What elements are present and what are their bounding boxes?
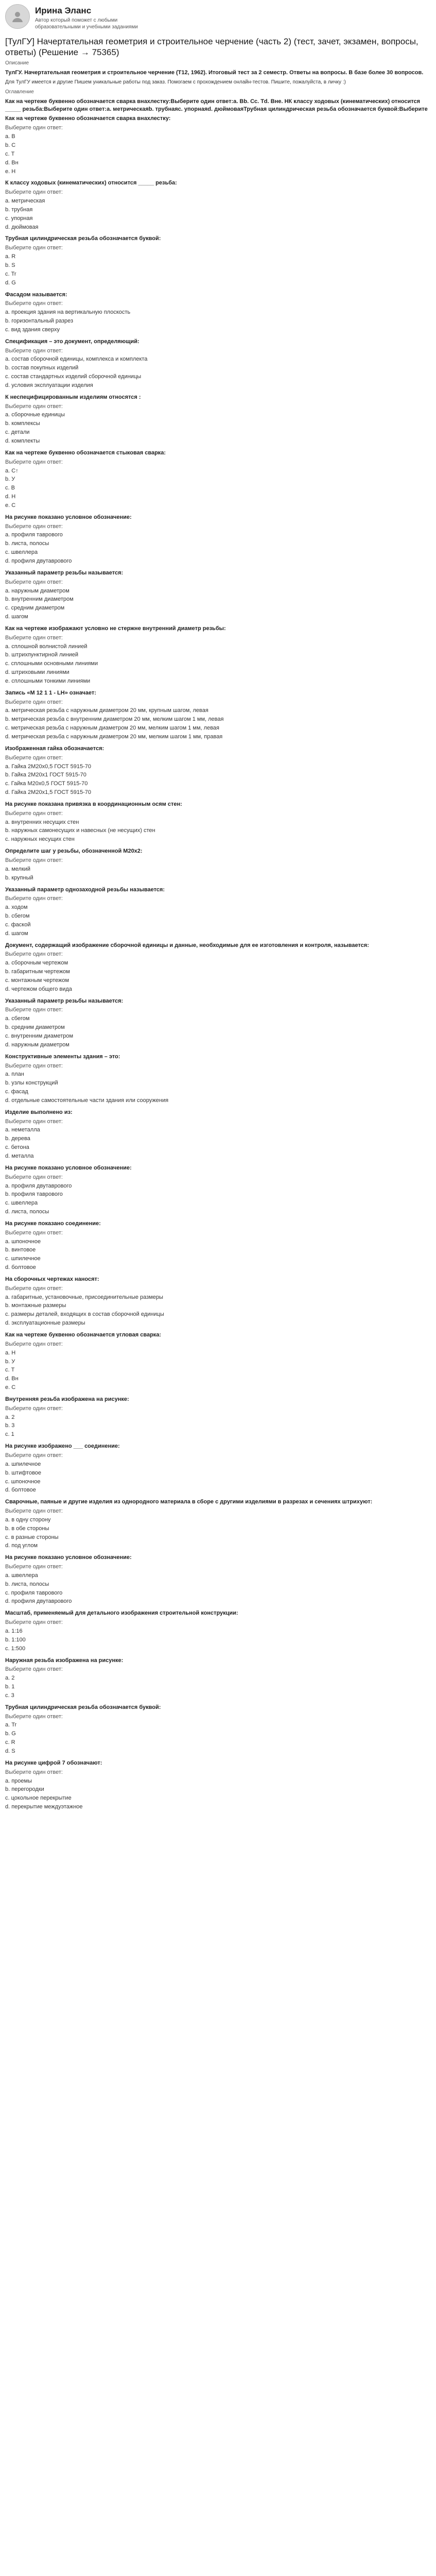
answer-option: а. Гайка 2М20х0,5 ГОСТ 5915-70 <box>5 763 92 770</box>
answer-option: с. внутренним диаметром <box>5 1033 74 1039</box>
question-text: Указанный параметр резьбы называется: <box>5 569 124 576</box>
answer-option: b. У <box>5 1358 15 1365</box>
answer-option: а. швеллера <box>5 1572 38 1579</box>
question-prompt: Выберите один ответ: <box>5 699 63 705</box>
question-block <box>5 886 431 938</box>
question-prompt: Выберите один ответ: <box>5 1174 63 1180</box>
question-prompt: Выберите один ответ: <box>5 1508 63 1515</box>
answer-option: с. упорная <box>5 215 33 222</box>
question-block <box>5 745 431 796</box>
author-header <box>5 4 431 31</box>
answer-option: а. метрическая резьба с наружным диаметром 20 мм, крупным шагом, левая <box>5 707 208 714</box>
answer-option: с. швеллера <box>5 549 38 556</box>
toc-heading: Как на чертеже буквенно обозначается сварка внахлестку:Выберите один ответ:а. Вb. Сс. Тd. Вне. НК классу ходовых (кинематических) относится _____ резьба:Выберите один ответ:а. метрическаяb. трубнаяс. упорнаяd. дюймоваяТрубная цилиндрическая резьба обозначается буквой:Выберите <box>5 98 428 112</box>
question-text: Трубная цилиндрическая резьба обозначается буквой: <box>5 1704 161 1710</box>
question-text: Как на чертеже изображают условно не стержне внутренний диаметр резьбы: <box>5 625 226 632</box>
answer-option: b. 3 <box>5 1422 15 1429</box>
question-prompt: Выберите один ответ: <box>5 810 63 817</box>
answer-option: d. шагом <box>5 614 28 620</box>
question-block <box>5 801 431 843</box>
answer-option: а. шпоночное <box>5 1238 41 1245</box>
answer-option: b. горизонтальный разрез <box>5 318 74 325</box>
answer-option: с. сплошными основными линиями <box>5 660 98 667</box>
answer-option: а. 2 <box>5 1414 15 1420</box>
answer-option: а. проекция здания на вертикальную плоскость <box>5 309 131 316</box>
question-prompt: Выберите один ответ: <box>5 754 63 761</box>
answer-option: а. метрическая <box>5 198 45 205</box>
answer-option: b. G <box>5 1731 16 1737</box>
answer-option: с. Т <box>5 150 15 157</box>
answer-option: b. листа, полосы <box>5 1581 49 1587</box>
answer-option: а. наружным диаметром <box>5 587 69 594</box>
question-text: Как на чертеже буквенно обозначается сварка внахлестку: <box>5 115 171 122</box>
question-text: Внутренняя резьба изображена на рисунке: <box>5 1396 129 1402</box>
answer-option: а. план <box>5 1071 24 1078</box>
answer-option: с. монтажным чертежом <box>5 977 69 984</box>
question-block <box>5 1164 431 1216</box>
question-prompt: Выберите один ответ: <box>5 1405 63 1412</box>
question-block <box>5 997 431 1049</box>
answer-option: b. в обе стороны <box>5 1525 49 1532</box>
answer-option: е. С <box>5 1384 16 1391</box>
answer-option: d. дюймовая <box>5 224 39 230</box>
answer-option: с. цокольное перекрытие <box>5 1795 72 1802</box>
question-prompt: Выберите один ответ: <box>5 1118 63 1125</box>
question-text: Изделие выполнено из: <box>5 1109 73 1115</box>
question-block <box>5 1498 431 1550</box>
page-title: [ТулГУ] Начертательная геометрия и строительное черчение (часть 2) (тест, зачет, экзамен, вопросы, ответы) (Решение → 75365) <box>5 36 418 58</box>
answer-option: а. шпилечное <box>5 1461 41 1467</box>
question-text: На рисунке изображено ___ соединение: <box>5 1443 120 1450</box>
answer-option: b. габаритным чертежом <box>5 969 70 975</box>
answer-option: d. условия эксплуатации изделия <box>5 382 93 388</box>
question-prompt: Выберите один ответ: <box>5 579 63 585</box>
toc-label: Оглавление <box>5 89 34 95</box>
author-note: Для ТулГУ имеется и другие Пишем уникальные работы под заказ. Помогаем с прохождением онлайн-тестов. Пишите, пожалуйста, в личку :) <box>5 79 346 85</box>
question-prompt: Выберите один ответ: <box>5 125 63 131</box>
question-text: Наружная резьба изображена на рисунке: <box>5 1657 124 1664</box>
user-icon <box>11 10 24 23</box>
answer-option: а. сборочные единицы <box>5 412 65 418</box>
question-block <box>5 338 431 389</box>
question-block <box>5 1443 431 1494</box>
question-text: На рисунке показано условное обозначение: <box>5 514 132 520</box>
answer-option: d. метрическая резьба с наружным диаметром 20 мм, мелким шагом 1 мм, правая <box>5 734 223 740</box>
answer-option: b. сбегом <box>5 913 30 920</box>
question-block <box>5 179 431 231</box>
answer-option: d. чертежом общего вида <box>5 986 72 992</box>
answer-option: d. перекрытие междуэтажное <box>5 1804 83 1810</box>
answer-option: с. детали <box>5 429 30 436</box>
question-block <box>5 1554 431 1605</box>
answer-option: с. шпилечное <box>5 1256 41 1262</box>
answer-option: с. 1:500 <box>5 1645 26 1652</box>
question-block <box>5 1053 431 1105</box>
question-block <box>5 942 431 993</box>
question-text: Как на чертеже буквенно обозначается угловая сварка: <box>5 1332 162 1338</box>
question-prompt: Выберите один ответ: <box>5 634 63 641</box>
answer-option: а. сплошной волнистой линией <box>5 643 88 650</box>
answer-option: а. сборочным чертежом <box>5 960 68 967</box>
answer-option: b. 1 <box>5 1684 15 1690</box>
answer-option: а. Tr <box>5 1722 17 1728</box>
question-block <box>5 848 431 882</box>
question-prompt: Выберите один ответ: <box>5 1285 63 1292</box>
question-block <box>5 514 431 565</box>
answer-option: а. Н <box>5 1349 16 1356</box>
answer-option: d. профиля двутаврового <box>5 557 72 564</box>
question-block <box>5 291 431 334</box>
answer-option: а. профиля двутаврового <box>5 1182 72 1189</box>
question-text: Спецификация – это документ, определяющий: <box>5 338 139 345</box>
question-block <box>5 1704 431 1755</box>
question-text: Указанный параметр резьбы называется: <box>5 997 124 1004</box>
question-text: Запись «М 12 1 1 - LH» означает: <box>5 689 96 696</box>
answer-option: d. наружным диаметром <box>5 1041 69 1048</box>
answer-option: с. R <box>5 1739 15 1746</box>
question-prompt: Выберите один ответ: <box>5 857 63 863</box>
answer-option: е. С <box>5 502 16 509</box>
answer-option: с. размеры деталей, входящих в состав сборочной единицы <box>5 1311 164 1318</box>
answer-option: е. Н <box>5 168 16 175</box>
answer-option: с. фаской <box>5 921 31 928</box>
question-prompt: Выберите один ответ: <box>5 1713 63 1720</box>
question-prompt: Выберите один ответ: <box>5 300 63 307</box>
answer-option: d. Вн <box>5 159 19 166</box>
answer-option: d. под углом <box>5 1543 38 1549</box>
answer-option: b. штрихпунктирной линией <box>5 652 79 658</box>
question-text: Сварочные, паяные и другие изделия из однородного материала в сборе с другими изделиями в разрезах и сечениях штрихуют: <box>5 1499 373 1505</box>
answer-option: d. отдельные самостоятельные части здания или сооружения <box>5 1097 169 1104</box>
question-text: Определите шаг у резьбы, обозначенной М20х2: <box>5 848 143 855</box>
answer-option: а. R <box>5 253 16 260</box>
question-block <box>5 1220 431 1272</box>
question-block <box>5 1396 431 1438</box>
question-block <box>5 235 431 286</box>
answer-option: с. 3 <box>5 1692 14 1699</box>
question-text: К классу ходовых (кинематических) относится _____ резьба: <box>5 180 177 187</box>
question-block <box>5 689 431 741</box>
answer-option: а. габаритные, установочные, присоединительные размеры <box>5 1294 163 1300</box>
question-block <box>5 115 431 175</box>
answer-option: d. Н <box>5 494 16 500</box>
question-block <box>5 1759 431 1811</box>
answer-option: d. Гайка 2М20х1,5 ГОСТ 5915-70 <box>5 789 92 796</box>
answer-option: b. средним диаметром <box>5 1024 65 1031</box>
answer-option: а. ходом <box>5 904 28 911</box>
answer-option: с. профиля таврового <box>5 1589 63 1596</box>
question-text: Как на чертеже буквенно обозначается стыковая сварка: <box>5 449 166 456</box>
answer-option: с. вид здания сверху <box>5 326 60 333</box>
answer-option: d. шагом <box>5 930 28 937</box>
question-prompt: Выберите один ответ: <box>5 1666 63 1673</box>
answer-option: а. 2 <box>5 1675 15 1682</box>
answer-option: b. винтовое <box>5 1247 36 1253</box>
answer-option: b. трубная <box>5 206 33 213</box>
answer-option: b. метрическая резьба с внутренним диаметром 20 мм, мелким шагом 1 мм, левая <box>5 716 224 723</box>
answer-option: с. бетона <box>5 1144 29 1151</box>
answer-option: b. наружных самонесущих и навесных (не несущих) стен <box>5 827 155 834</box>
answer-option: b. дерева <box>5 1136 30 1142</box>
question-text: Изображенная гайка обозначается: <box>5 745 104 752</box>
answer-option: b. профиля таврового <box>5 1191 63 1198</box>
answer-option: с. состав стандартных изделий сборочной единицы <box>5 374 142 380</box>
description-label: Описание <box>5 60 29 66</box>
question-prompt: Выберите один ответ: <box>5 1452 63 1459</box>
answer-option: b. состав покупных изделий <box>5 365 79 371</box>
question-prompt: Выберите один ответ: <box>5 459 63 465</box>
answer-option: b. С <box>5 142 16 148</box>
question-block <box>5 1109 431 1160</box>
question-prompt: Выберите один ответ: <box>5 1341 63 1347</box>
question-block <box>5 449 431 510</box>
answer-option: а. проемы <box>5 1777 32 1784</box>
question-text: На рисунке показано условное обозначение: <box>5 1554 132 1561</box>
question-text: На рисунке показана привязка в координационным осям стен: <box>5 801 182 807</box>
author-info <box>35 4 159 31</box>
question-prompt: Выберите один ответ: <box>5 951 63 958</box>
question-text: Масштаб, применяемый для детального изображения строительной конструкции: <box>5 1610 238 1617</box>
question-text: К неспецифицированным изделиям относятся : <box>5 394 141 400</box>
question-prompt: Выберите один ответ: <box>5 1229 63 1236</box>
question-prompt: Выберите один ответ: <box>5 189 63 196</box>
question-text: На рисунке показано условное обозначение: <box>5 1164 132 1171</box>
answer-option: d. Вн <box>5 1376 19 1382</box>
question-block <box>5 625 431 685</box>
question-prompt: Выберите один ответ: <box>5 1619 63 1626</box>
question-prompt: Выберите один ответ: <box>5 403 63 410</box>
answer-option: d. S <box>5 1748 15 1754</box>
question-text: На рисунке цифрой 7 обозначают: <box>5 1759 102 1766</box>
answer-option: с. Гайка М20х0,5 ГОСТ 5915-70 <box>5 781 88 787</box>
answer-option: b. перегородки <box>5 1786 44 1793</box>
question-text: На рисунке показано соединение: <box>5 1220 101 1227</box>
answer-option: а. сбегом <box>5 1015 30 1022</box>
answer-option: d. листа, полосы <box>5 1209 49 1215</box>
question-block <box>5 1276 431 1327</box>
answer-option: b. У <box>5 476 15 483</box>
answer-option: а. С↑ <box>5 467 19 474</box>
answer-option: b. штифтовое <box>5 1469 42 1476</box>
answer-option: d. G <box>5 279 16 286</box>
answer-option: b. S <box>5 262 15 268</box>
answer-option: с. фасад <box>5 1089 28 1095</box>
author-description: Автор который поможет с любыми образовательными и учебными заданиями <box>35 17 138 30</box>
answer-option: а. внутренних несущих стен <box>5 819 79 825</box>
question-prompt: Выберите один ответ: <box>5 1564 63 1570</box>
author-name[interactable]: Ирина Эланс <box>35 6 92 15</box>
answer-option: d. эксплуатационные размеры <box>5 1320 85 1327</box>
answer-option: d. профиля двутаврового <box>5 1598 72 1605</box>
question-prompt: Выберите один ответ: <box>5 895 63 902</box>
question-prompt: Выберите один ответ: <box>5 245 63 251</box>
question-prompt: Выберите один ответ: <box>5 523 63 530</box>
question-prompt: Выберите один ответ: <box>5 347 63 354</box>
description-text: ТулГУ. Начертательная геометрия и строительное черчение (Т12, 1962). Итоговый тест за 2 семестр. Ответы на вопросы. В базе более 30 вопросов. <box>5 69 424 76</box>
answer-option: d. штриховыми линиями <box>5 669 69 676</box>
answer-option: b. комплексы <box>5 420 40 427</box>
answer-option: е. сплошными тонкими линиями <box>5 677 91 684</box>
question-block <box>5 1657 431 1700</box>
question-text: Указанный параметр однозаходной резьбы называется: <box>5 886 165 893</box>
question-block <box>5 569 431 621</box>
question-block <box>5 394 431 445</box>
question-prompt: Выберите один ответ: <box>5 1769 63 1775</box>
question-text: Трубная цилиндрическая резьба обозначается буквой: <box>5 235 161 242</box>
answer-option: с. средним диаметром <box>5 605 65 612</box>
answer-option: а. в одну сторону <box>5 1516 51 1523</box>
answer-option: с. в разные стороны <box>5 1534 59 1540</box>
answer-option: с. В <box>5 485 15 492</box>
answer-option: а. неметалла <box>5 1127 40 1133</box>
question-text: Конструктивные элементы здания – это: <box>5 1053 120 1060</box>
question-text: Документ, содержащий изображение сборочной единицы и данные, необходимые для ее изготовления и контроля, называется: <box>5 942 369 948</box>
answer-option: b. 1:100 <box>5 1636 26 1643</box>
answer-option: а. В <box>5 133 15 140</box>
answer-option: с. шпоночное <box>5 1478 41 1485</box>
question-prompt: Выберите один ответ: <box>5 1062 63 1069</box>
avatar[interactable] <box>5 4 30 29</box>
answer-option: с. швеллера <box>5 1200 38 1207</box>
question-block <box>5 1331 431 1392</box>
answer-option: b. листа, полосы <box>5 540 49 547</box>
answer-option: d. комплекты <box>5 438 40 444</box>
question-block <box>5 1609 431 1652</box>
answer-option: а. профиля таврового <box>5 532 63 538</box>
answer-option: b. внутренним диаметром <box>5 596 74 603</box>
answer-option: с. Tr <box>5 270 16 277</box>
question-list <box>5 115 431 1810</box>
answer-option: d. болтовое <box>5 1487 36 1494</box>
answer-option: b. узлы конструкций <box>5 1080 58 1087</box>
answer-option: b. крупный <box>5 874 33 881</box>
answer-option: d. металла <box>5 1153 34 1159</box>
question-text: На сборочных чертежах наносят: <box>5 1276 99 1282</box>
answer-option: d. болтовое <box>5 1264 36 1271</box>
answer-option: b. Гайка 2М20х1 ГОСТ 5915-70 <box>5 772 86 778</box>
answer-option: b. монтажные размеры <box>5 1302 66 1309</box>
answer-option: а. 1:16 <box>5 1628 23 1634</box>
question-prompt: Выберите один ответ: <box>5 1007 63 1013</box>
answer-option: а. мелкий <box>5 866 31 872</box>
answer-option: с. Т <box>5 1367 15 1374</box>
answer-option: с. 1 <box>5 1431 14 1438</box>
answer-option: с. наружных несущих стен <box>5 836 75 843</box>
answer-option: с. метрическая резьба с наружным диаметром 20 мм, мелким шагом 1 мм, левая <box>5 725 219 732</box>
question-text: Фасадом называется: <box>5 291 67 298</box>
answer-option: а. состав сборочной единицы, комплекса и комплекта <box>5 356 148 363</box>
